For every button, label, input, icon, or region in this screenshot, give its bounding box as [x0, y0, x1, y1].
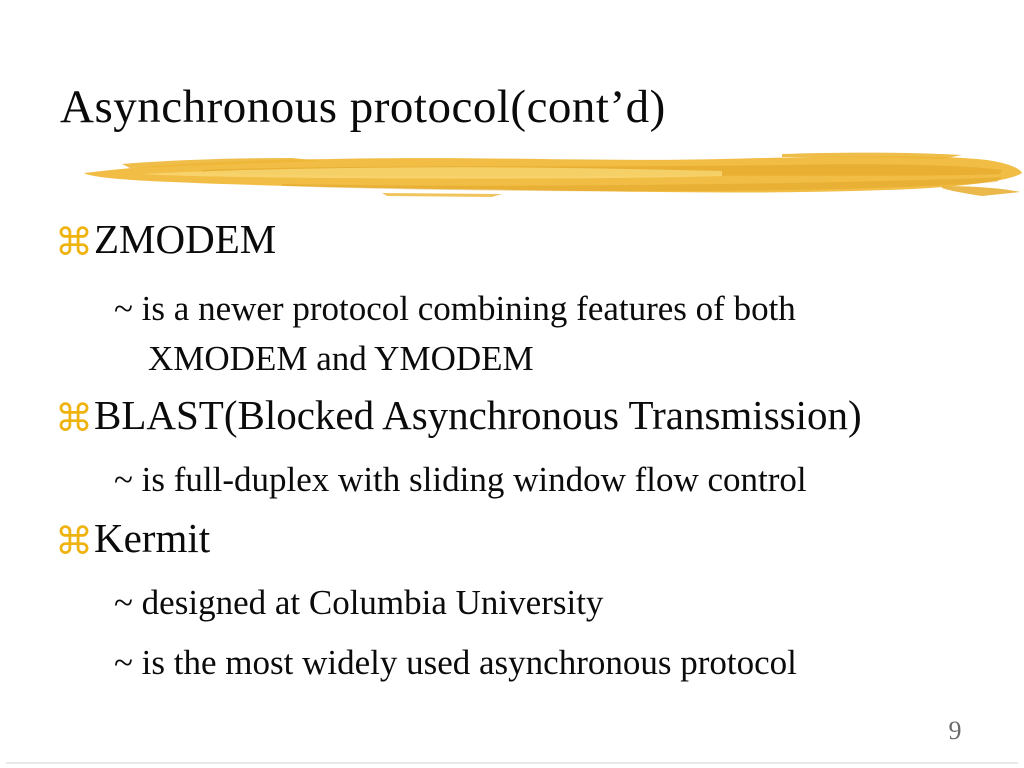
brush-stroke-underline — [82, 146, 1024, 204]
bullet-item — [55, 216, 276, 265]
command-bullet-icon: ⌘ — [55, 396, 93, 440]
sub-bullet-wrapped-line: XMODEM and YMODEM — [148, 339, 534, 378]
sub-bullet-line: ~ is a newer protocol combining features of both — [114, 289, 796, 328]
command-bullet-icon: ⌘ — [55, 519, 93, 563]
sub-bullet-line: ~ is the most widely used asynchronous protocol — [114, 643, 797, 682]
bullet-item-label: BLAST(Blocked Asynchronous Transmission) — [94, 392, 862, 438]
bullet-item — [55, 515, 210, 564]
sub-bullet-line: ~ designed at Columbia University — [114, 583, 604, 622]
bullet-item-label: ZMODEM — [94, 216, 277, 262]
slide-title: Asynchronous protocol(cont’d) — [60, 81, 666, 133]
bullet-item-label: Kermit — [94, 515, 211, 561]
bottom-divider — [6, 762, 1018, 764]
page-number: 9 — [948, 716, 962, 745]
sub-bullet-line: ~ is full-duplex with sliding window flow control — [114, 460, 807, 499]
bullet-item — [55, 392, 862, 441]
command-bullet-icon: ⌘ — [55, 220, 93, 264]
